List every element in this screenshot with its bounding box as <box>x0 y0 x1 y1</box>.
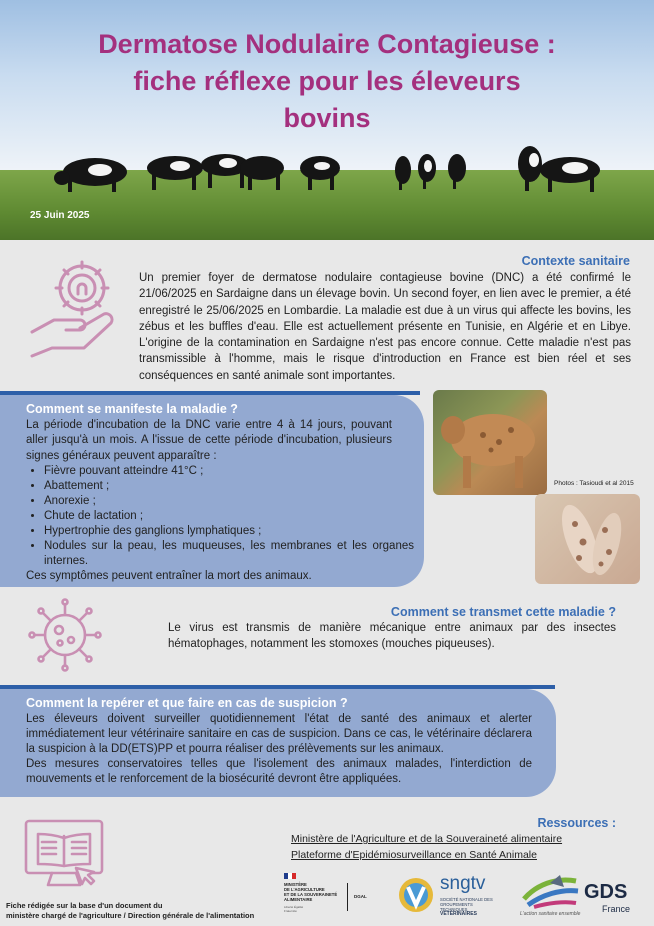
photo-credit: Photos : Tasioudi et al 2015 <box>554 480 634 487</box>
sngtv-sub-3: VÉTÉRINAIRES <box>440 911 477 917</box>
title-line-3: bovins <box>283 103 371 133</box>
symptoms-title: Comment se manifeste la maladie ? <box>26 402 238 416</box>
ministry-link[interactable]: Ministère de l'Agriculture et de la Souveraineté alimentaire <box>291 833 563 845</box>
gds-france-logo <box>520 873 644 921</box>
hand-gear-lightbulb-icon <box>22 254 132 364</box>
symptoms-intro: La période d'incubation de la DNC varie entre 4 à 14 jours, pouvant aller jusqu'à un mois. A l'issue de cette période d'incubation, plusieurs signes généraux peuvent apparaître : <box>26 419 392 462</box>
sngtv-logo <box>398 875 498 915</box>
sick-cow-photo <box>433 390 547 495</box>
ministry-line-1: MINISTÈRE <box>284 882 307 887</box>
ministry-line-2: DE L'AGRICULTURE <box>284 887 325 892</box>
dgal-label: DGAL <box>354 894 367 899</box>
title-line-1: Dermatose Nodulaire Contagieuse : <box>98 29 556 59</box>
title-line-2: fiche réflexe pour les éleveurs <box>133 66 521 96</box>
ministry-logo <box>284 873 374 913</box>
gds-country: France <box>602 904 631 914</box>
footer-line-1: Fiche rédigée sur la base d'un document du <box>6 901 163 910</box>
ministry-line-3: ET DE LA SOUVERAINETÉ <box>284 892 338 897</box>
hero-banner <box>0 0 654 240</box>
suspicion-title: Comment la repérer et que faire en cas de suspicion ? <box>26 696 348 710</box>
publication-date: 25 Juin 2025 <box>30 210 90 221</box>
ebook-icon <box>22 818 106 892</box>
french-flag-icon <box>284 873 296 879</box>
symptoms-outro: Ces symptômes peuvent entraîner la mort des animaux. <box>26 570 312 582</box>
sngtv-emblem-icon <box>398 877 434 913</box>
virus-icon <box>26 596 104 674</box>
context-text: Un premier foyer de dermatose nodulaire contagieuse bovine (DNC) a été confirmé le 21/06/2025 en Sardaigne dans un élevage bovin. Un second foyer, en lien avec le premier, a été enregistré le 25/06/2025 en Lombardie. La maladie est due à un virus qui affecte les bovins, les zébus et les buffles d'eau. Elle est actuellement présente en Tunisie, en Algérie et en Libye. L'origine de la contamination en Sardaigne n'est pas encore connue. Cette maladie n'est pas transmissible à l'homme, mais le risque d'introduction en France est bien réel et ses conséquences en santé animale sont importantes. <box>139 272 631 382</box>
footer-note <box>6 901 254 921</box>
ministry-motto: Liberté Égalité Fraternité <box>284 905 304 913</box>
sngtv-name: sngtv <box>440 873 486 894</box>
resources-title: Ressources : <box>537 816 616 830</box>
gds-swoosh-icon <box>520 873 580 909</box>
symptoms-list <box>22 464 414 569</box>
logo-divider <box>347 883 348 911</box>
list-item: • Abattement ; <box>44 479 414 494</box>
list-item: • Hypertrophie des ganglions lymphatiques ; <box>44 524 414 539</box>
transmission-title: Comment se transmet cette maladie ? <box>390 605 616 619</box>
platform-link[interactable]: Plateforme d'Epidémiosurveillance en Santé Animale <box>291 849 537 861</box>
gds-tagline: L'action sanitaire ensemble <box>520 911 581 917</box>
gds-name: GDS <box>584 881 628 903</box>
list-item: • Chute de lactation ; <box>44 509 414 524</box>
sngtv-sub-2: GROUPEMENTS TECHNIQUES <box>440 902 473 912</box>
suspicion-text-1: Les éleveurs doivent surveiller quotidiennement l'état de santé des animaux et alerter immédiatement leur vétérinaire sanitaire en cas de suspicion. Dans ce cas, le vétérinaire déclarera la suspicion à la DD(ETS)PP et pourra réaliser des prélèvements sur les animaux. <box>26 713 532 755</box>
list-item: • Anorexie ; <box>44 494 414 509</box>
page-title <box>20 26 634 137</box>
list-item: • Nodules sur la peau, les muqueuses, les membranes et les organes internes. <box>44 539 414 569</box>
skin-lesion-photo <box>535 494 640 584</box>
list-item: • Fièvre pouvant atteindre 41°C ; <box>44 464 414 479</box>
footer-line-2: ministère chargé de l'agriculture / Direction générale de l'alimentation <box>6 911 255 920</box>
sngtv-sub-1: SOCIÉTÉ NATIONALE DES <box>440 897 493 902</box>
suspicion-text-2: Des mesures conservatoires telles que l'isolement des animaux malades, l'interdiction de mouvements et le renforcement de la biosécurité devront être appliquées. <box>26 758 532 785</box>
transmission-text: Le virus est transmis de manière mécanique entre animaux par des insectes hématophages, notamment les stomoxes (mouches piqueuses). <box>168 622 616 650</box>
ministry-line-4: ALIMENTAIRE <box>284 897 313 902</box>
context-title: Contexte sanitaire <box>521 254 630 268</box>
